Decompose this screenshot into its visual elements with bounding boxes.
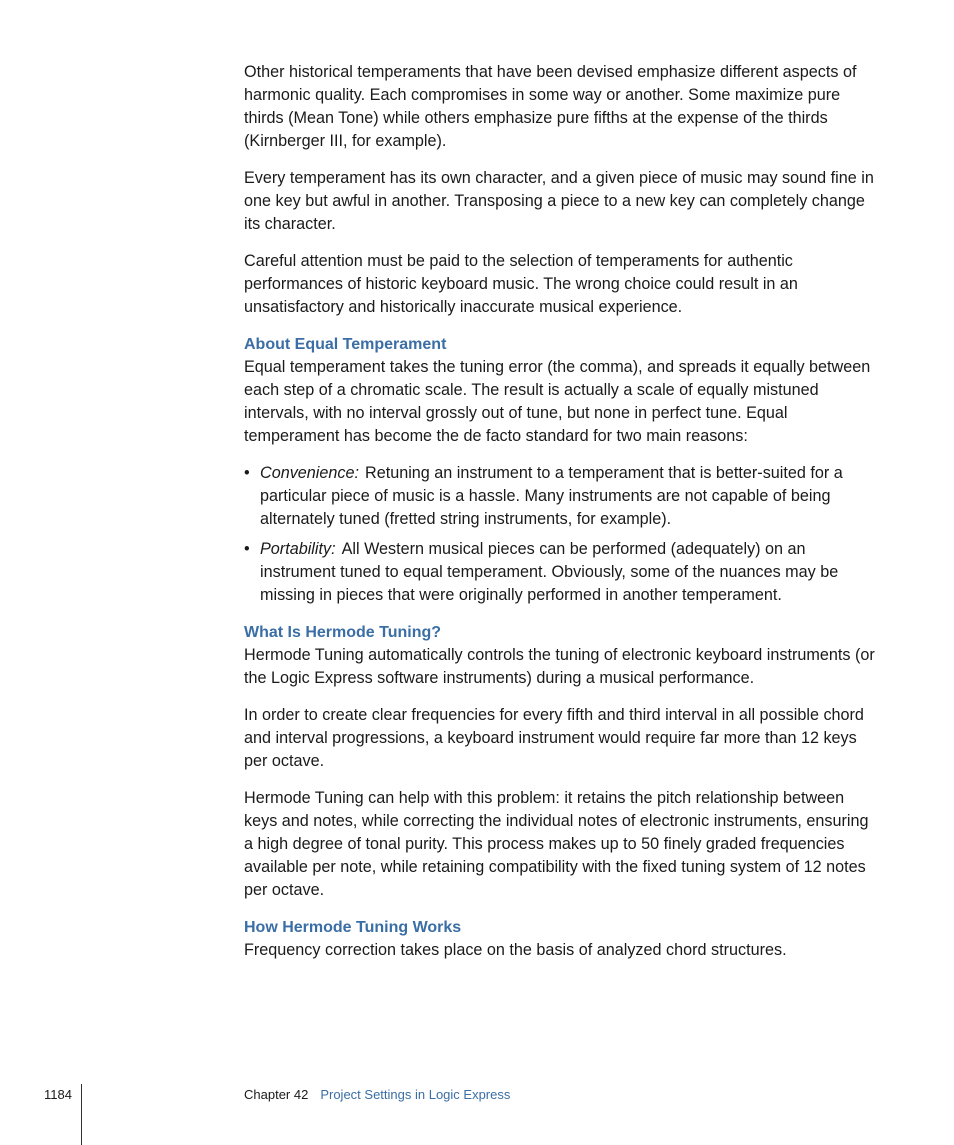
bullet-term: Convenience: (260, 464, 359, 482)
paragraph: Careful attention must be paid to the selection of temperaments for authentic performances of historic keyboard music. The wrong choice could result in an unsatisfactory and historically inaccurate musical experience. (244, 252, 798, 316)
bullet-icon: • (244, 464, 250, 482)
paragraph: In order to create clear frequencies for every fifth and third interval in all possible chord and interval progressions, a keyboard instrument would require far more than 12 keys per octave. (244, 706, 864, 770)
section-heading-equal-temperament: About Equal Temperament (244, 336, 447, 353)
page-body (244, 61, 876, 976)
bullet-term: Portability: (260, 540, 336, 558)
section-heading-hermode-tuning: What Is Hermode Tuning? (244, 624, 442, 641)
chapter-label: Chapter 42 (244, 1087, 309, 1102)
page-number: 1184 (44, 1087, 72, 1102)
paragraph: Every temperament has its own character, and a given piece of music may sound fine in one key but awful in another. Transposing a piece to a new key can completely change its character. (244, 169, 874, 233)
paragraph: Other historical temperaments that have been devised emphasize different aspects of harmonic quality. Each compromises in some way or another. Some maximize pure thirds (Mean Tone) while others emphasize pure fifths at the expense of the thirds (Kirnberger III, for example). (244, 63, 857, 150)
list-item (244, 538, 876, 607)
bullet-text: Retuning an instrument to a temperament that is better-suited for a particular piece of music is a hassle. Many instruments are not capable of being alternately tuned (fretted string instruments, for example). (260, 464, 843, 528)
paragraph: Frequency correction takes place on the basis of analyzed chord structures. (244, 941, 787, 959)
paragraph: Hermode Tuning can help with this problem: it retains the pitch relationship between keys and notes, while correcting the individual notes of electronic instruments, ensuring a high degree of tonal purity. This process makes up to 50 finely graded frequencies available per note, while retaining compatibility with the fixed tuning system of 12 notes per octave. (244, 789, 869, 899)
bullet-text: All Western musical pieces can be performed (adequately) on an instrument tuned to equal temperament. Obviously, some of the nuances may be missing in pieces that were originally performed in another temperament. (260, 540, 839, 604)
section-heading-how-hermode-works: How Hermode Tuning Works (244, 919, 462, 936)
bullet-icon: • (244, 540, 250, 558)
bullet-list (244, 462, 876, 607)
footer-divider (81, 1084, 82, 1145)
list-item (244, 462, 876, 531)
chapter-title-link[interactable]: Project Settings in Logic Express (320, 1087, 511, 1102)
paragraph: Equal temperament takes the tuning error (the comma), and spreads it equally between each step of a chromatic scale. The result is actually a scale of equally mistuned intervals, with no interval grossly out of tune, but none in perfect tune. Equal temperament has become the de facto standard for two main reasons: (244, 358, 871, 445)
paragraph: Hermode Tuning automatically controls the tuning of electronic keyboard instruments (or the Logic Express software instruments) during a musical performance. (244, 646, 875, 687)
footer-chapter (244, 1087, 510, 1103)
